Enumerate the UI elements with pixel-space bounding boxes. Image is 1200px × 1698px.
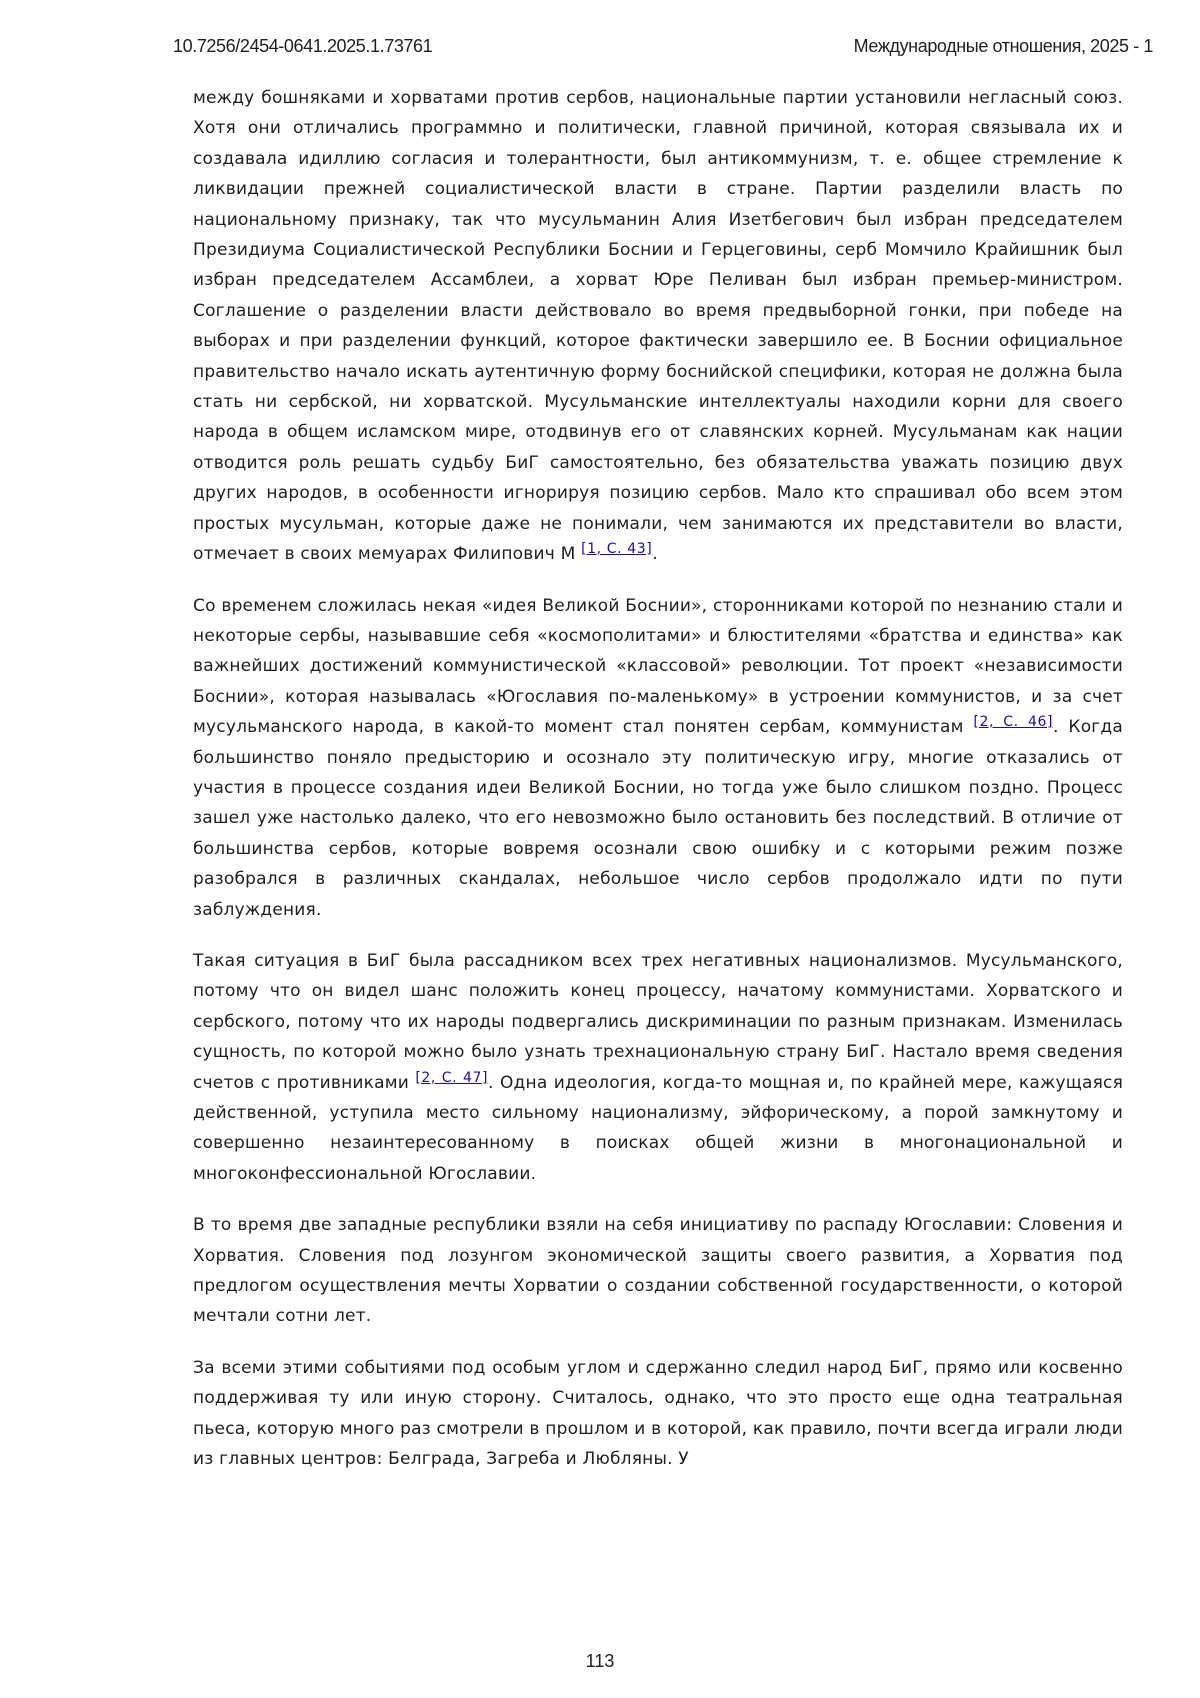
paragraph-text: . Когда большинство поняло предысторию и осознало эту политическую игру, многие отказались от участия в процессе создания идеи Великой Боснии, но тогда уже было слишком поздно. Процесс зашел уже настолько далеко, что его невозможно было остановить без последствий. В отличие от большинства сербов, которые вовремя осознали свою ошибку и с которыми режим позже разобрался в различных скандалах, небольшое число сербов продолжало идти по пути заблуждения. — [193, 717, 1124, 920]
paragraph — [193, 591, 1123, 925]
citation-link[interactable]: [2, С. 46] — [973, 714, 1054, 731]
citation-link[interactable]: [2, С. 47] — [415, 1069, 489, 1086]
citation-link[interactable]: [1, С. 43] — [581, 541, 653, 558]
page-number: 113 — [585, 1651, 615, 1671]
journal-header: Международные отношения, 2025 - 1 — [853, 36, 1153, 56]
paragraph-text: . Одна идеология, когда-то мощная и, по крайней мере, кажущаяся действенной, уступила место сильному национализму, эйфорическому, а порой замкнутому и совершенно незаинтересованному в поисках общей жизни в многонациональной и многоконфессиональной Югославии. — [193, 1072, 1123, 1184]
paragraph — [193, 1353, 1123, 1475]
paragraph-text: За всеми этими событиями под особым углом и сдержанно следил народ БиГ, прямо или косвенно поддерживая ту или иную сторону. Считалось, однако, что это просто еще одна театральная пьеса, которую много раз смотрели в прошлом и в которой, как правило, почти всегда играли люди из главных центров: Белграда, Загреба и Любляны. У — [193, 1357, 1123, 1470]
paragraph — [193, 1210, 1123, 1332]
paragraph-text: Такая ситуация в БиГ была рассадником всех трех негативных национализмов. Мусульманского, потому что он видел шанс положить конец процессу, начатому коммунистами. Хорватского и сербского, потому что их народы подвергались дискриминации по разным признакам. Изменилась сущность, по которой можно было узнать трехнациональную страну БиГ. Настало время сведения счетов с противниками — [193, 950, 1123, 1093]
paragraph-text: между бошняками и хорватами против сербов, национальные партии установили негласный союз. Хотя они отличались программно и политически, главной причиной, которая связывала их и создавала идиллию согласия и толерантности, был антикоммунизм, т. е. общее стремление к ликвидации прежней социалистической власти в стране. Партии разделили власть по национальному признаку, так что мусульманин Алия Изетбегович был избран председателем Президиума Социалистической Республики Боснии и Герцеговины, серб Момчило Крайишник был избран председателем Ассамблеи, а хорват Юре Пеливан был избран премьер-министром. Соглашение о разделении власти действовало во время предвыборной гонки, при победе на выборах и при разделении функций, которое фактически завершило ее. В Боснии официальное правительство начало искать аутентичную форму боснийской специфики, которая не должна была стать ни сербской, ни хорватской. Мусульманские интеллектуалы находили корни для своего народа в общем исламском мире, отодвинув его от славянских корней. Мусульманам как нации отводится роль решать судьбу БиГ самостоятельно, без обязательства уважать позицию двух других народов, в особенности игнорируя позицию сербов. Мало кто спрашивал обо всем этом простых мусульман, которые даже не понимали, чем занимаются их представители во власти, отмечает в своих мемуарах Филипович М — [193, 88, 1123, 565]
paragraph — [193, 946, 1123, 1189]
paragraph-text: Со временем сложилась некая «идея Великой Боснии», сторонниками которой по незнанию стали и некоторые сербы, называвшие себя «космополитами» и блюстителями «братства и единства» как важнейших достижений коммунистической «классовой» революции. Тот проект «независимости Боснии», которая называлась «Югославия по-маленькому» в устроении коммунистов, и за счет мусульманского народа, в какой-то момент стал понятен сербам, коммунистам — [193, 595, 1123, 738]
article-body — [193, 83, 1123, 1495]
paragraph-text: . — [652, 544, 658, 565]
doi-header: 10.7256/2454-0641.2025.1.73761 — [173, 36, 433, 56]
paragraph — [193, 83, 1123, 570]
paragraph-text: В то время две западные республики взяли на себя инициативу по распаду Югославии: Словения и Хорватия. Словения под лозунгом экономической защиты своего развития, а Хорватия под предлогом осуществления мечты Хорватии о создании собственной государственности, о которой мечтали сотни лет. — [193, 1215, 1123, 1327]
